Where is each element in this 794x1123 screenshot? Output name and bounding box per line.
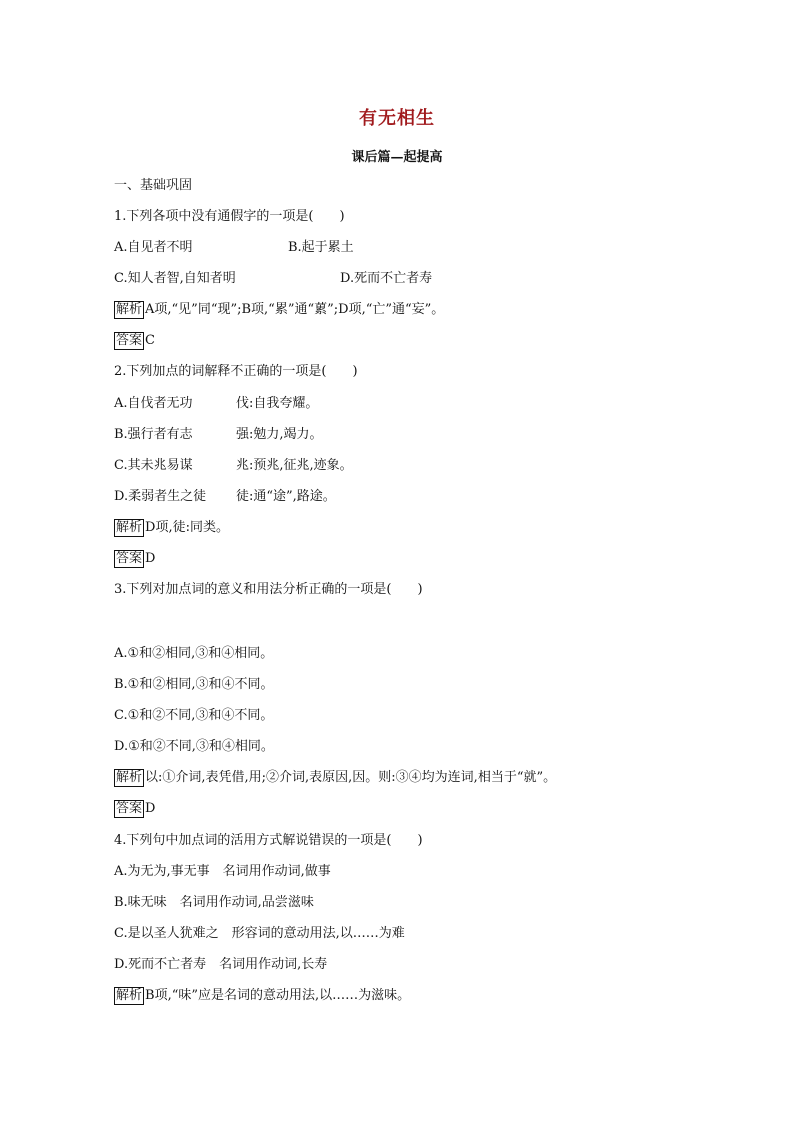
q2-option-d-explanation: 徒:通“途”,路途。	[236, 489, 336, 504]
q4-option-d: D.死而不亡者寿 名词用作动词,长寿	[114, 957, 328, 972]
q3-answer-text: D	[145, 801, 156, 816]
q2-option-c-explanation: 兆:预兆,征兆,迹象。	[236, 458, 353, 473]
page-title: 有无相生	[359, 108, 435, 129]
q2-stem: 2.下列加点的词解释不正确的一项是( )	[114, 364, 358, 379]
q2-analysis	[114, 519, 229, 537]
q2-analysis-text: D项,徒:同类。	[145, 520, 229, 535]
q3-option-a: A.①和②相同,③和④相同。	[114, 646, 274, 661]
q4-stem: 4.下列句中加点词的活用方式解说错误的一项是( )	[114, 833, 423, 848]
analysis-tag: 解析	[116, 302, 143, 317]
q3-option-d: D.①和②不同,③和④相同。	[114, 739, 274, 754]
q2-answer-text: D	[145, 551, 156, 566]
q1-option-c: C.知人者智,自知者明	[114, 271, 236, 286]
answer-tag: 答案	[116, 551, 143, 566]
q3-option-c: C.①和②不同,③和④不同。	[114, 708, 274, 723]
q2-option-c: C.其未兆易谋	[114, 458, 193, 473]
q3-analysis	[114, 769, 556, 787]
q2-option-d: D.柔弱者生之徒	[114, 489, 207, 504]
q4-option-b: B.味无味 名词用作动词,品尝滋味	[114, 895, 314, 910]
q2-answer	[114, 550, 155, 568]
page-subtitle: 课后篇—起提高	[351, 150, 443, 165]
q3-stem: 3.下列对加点词的意义和用法分析正确的一项是( )	[114, 582, 423, 597]
q4-option-a: A.为无为,事无事 名词用作动词,做事	[114, 864, 331, 879]
q1-answer	[114, 332, 155, 350]
q3-analysis-text: 以:①介词,表凭借,用;②介词,表原因,因。则:③④均为连词,相当于“就”。	[145, 770, 557, 785]
q2-option-a-explanation: 伐:自我夸耀。	[236, 396, 319, 411]
answer-tag: 答案	[116, 801, 143, 816]
analysis-tag: 解析	[116, 770, 143, 785]
analysis-tag: 解析	[116, 520, 143, 535]
q3-option-b: B.①和②相同,③和④不同。	[114, 677, 274, 692]
q2-option-a: A.自伐者无功	[114, 396, 193, 411]
q4-analysis-text: B项,“味”应是名词的意动用法,以……为滋味。	[145, 988, 411, 1003]
q3-answer	[114, 800, 155, 818]
q1-stem: 1.下列各项中没有通假字的一项是( )	[114, 209, 345, 224]
analysis-tag: 解析	[116, 988, 143, 1003]
q4-analysis	[114, 987, 410, 1005]
section-heading: 一、基础巩固	[114, 178, 193, 193]
q2-option-b-explanation: 强:勉力,竭力。	[236, 427, 323, 442]
q2-option-b: B.强行者有志	[114, 427, 193, 442]
q1-option-d: D.死而不亡者寿	[340, 271, 433, 286]
q1-option-a: A.自见者不明	[114, 240, 193, 255]
q1-answer-text: C	[145, 333, 155, 348]
q1-analysis	[114, 301, 444, 319]
answer-tag: 答案	[116, 333, 143, 348]
q1-option-b: B.起于累土	[288, 240, 354, 255]
q4-option-c: C.是以圣人犹难之 形容词的意动用法,以……为难	[114, 926, 405, 941]
q1-analysis-text: A项,“见”同“现”;B项,“累”通“蔂”;D项,“亡”通“妄”。	[145, 302, 445, 317]
